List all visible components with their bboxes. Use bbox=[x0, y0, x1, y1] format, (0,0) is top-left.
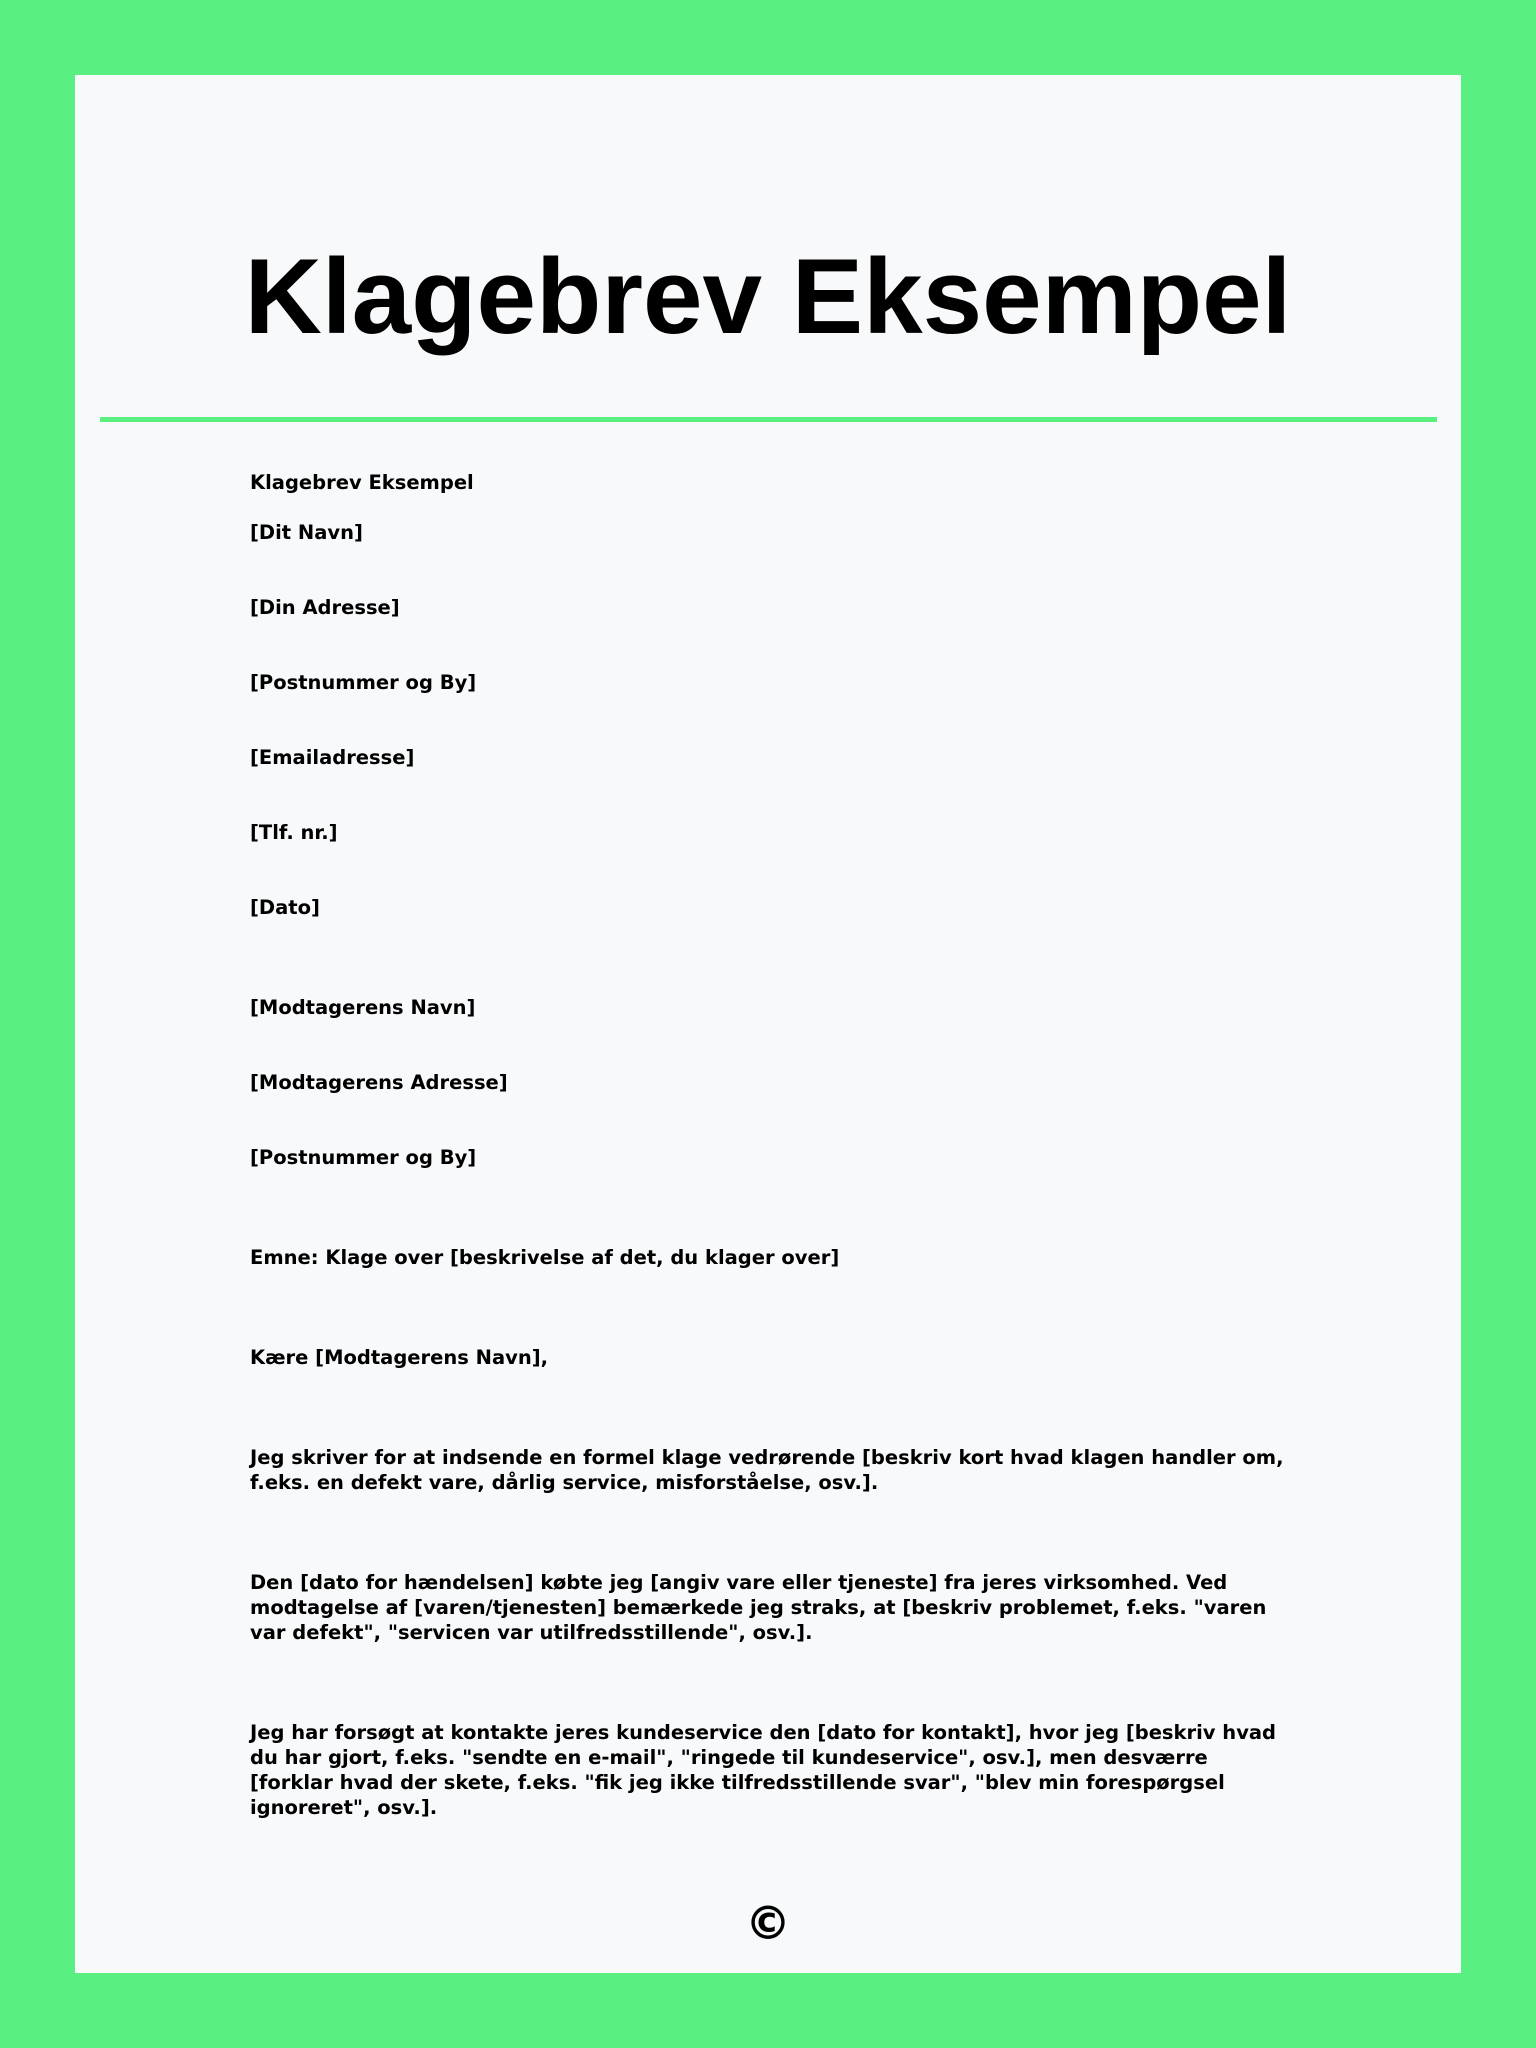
sender-email: [Emailadresse] bbox=[250, 746, 415, 769]
letter-date: [Dato] bbox=[250, 896, 320, 919]
letter-heading: Klagebrev Eksempel bbox=[250, 471, 474, 494]
copyright-icon: © bbox=[745, 1896, 791, 1950]
letter-paragraph: Den [dato for hændelsen] købte jeg [angiv vare eller tjeneste] fra jeres virksomhed. Ved modtagelse af [varen/tjenesten] bemærkede jeg straks, at [beskriv problemet, f.eks. "varen var defekt", "servicen var utilfredsstillende", osv.]. bbox=[250, 1571, 1267, 1644]
letter-paragraph: Jeg har forsøgt at kontakte jeres kundeservice den [dato for kontakt], hvor jeg [beskriv hvad du har gjort, f.eks. "sendte en e-mail", "ringede til kundeservice", osv.], men desværre [forklar hvad der skete, f.eks. "fik jeg ikke tilfredsstillende svar", "blev min forespørgsel ignoreret", osv.]. bbox=[250, 1721, 1277, 1819]
recipient-name: [Modtagerens Navn] bbox=[250, 996, 476, 1019]
document-title: Klagebrev Eksempel bbox=[244, 236, 1292, 356]
letter-subject: Emne: Klage over [beskrivelse af det, du klager over] bbox=[250, 1246, 840, 1269]
title-divider bbox=[100, 417, 1437, 422]
document-page bbox=[75, 75, 1461, 1973]
sender-phone: [Tlf. nr.] bbox=[250, 821, 338, 844]
sender-name: [Dit Navn] bbox=[250, 521, 363, 544]
recipient-postal-city: [Postnummer og By] bbox=[250, 1146, 477, 1169]
sender-postal-city: [Postnummer og By] bbox=[250, 671, 477, 694]
letter-paragraph: Jeg skriver for at indsende en formel klage vedrørende [beskriv kort hvad klagen handler om, f.eks. en defekt vare, dårlig service, misforståelse, osv.]. bbox=[250, 1446, 1284, 1494]
letter-salutation: Kære [Modtagerens Navn], bbox=[250, 1346, 549, 1369]
recipient-address: [Modtagerens Adresse] bbox=[250, 1071, 508, 1094]
sender-address: [Din Adresse] bbox=[250, 596, 400, 619]
